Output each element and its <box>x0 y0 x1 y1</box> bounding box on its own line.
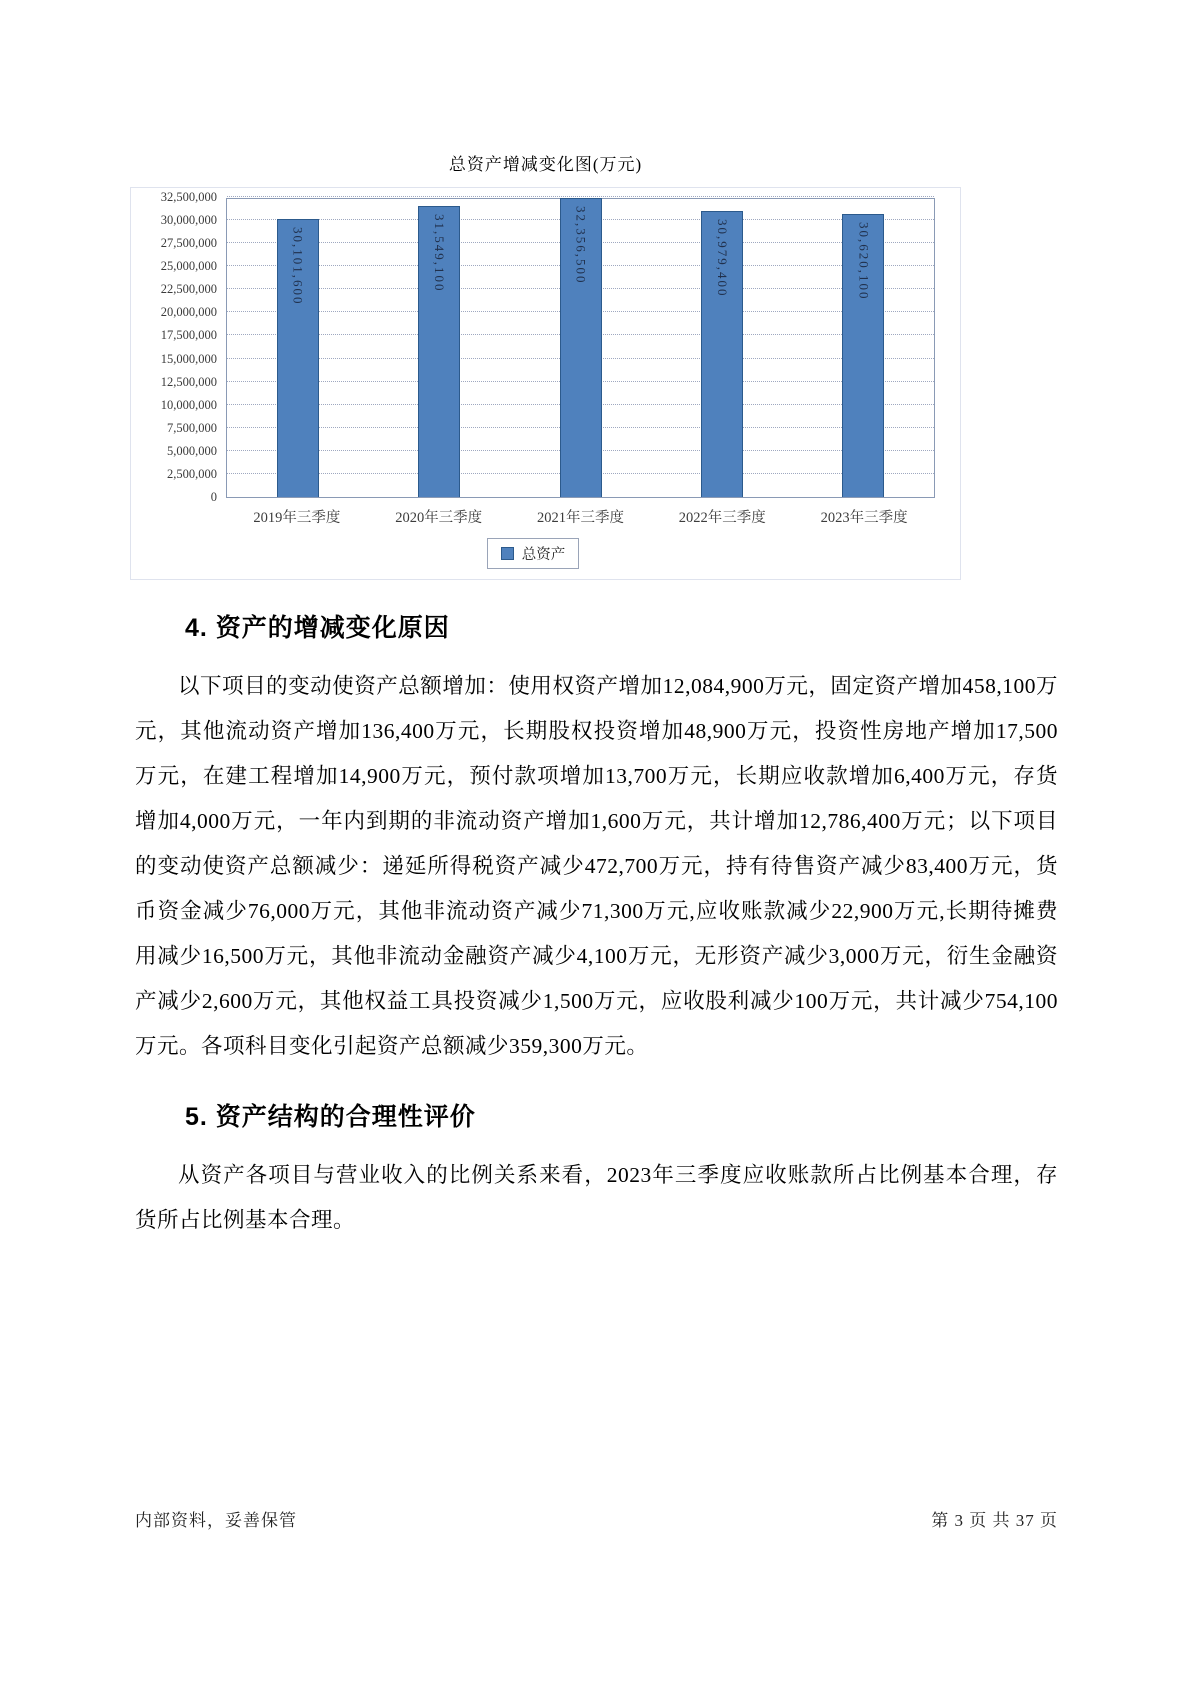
y-tick-label: 2,500,000 <box>167 466 217 481</box>
y-tick-label: 22,500,000 <box>160 282 217 297</box>
y-tick-label: 5,000,000 <box>167 443 217 458</box>
bar-2023年三季度 <box>842 214 884 497</box>
plot-row <box>131 190 935 504</box>
y-tick-label: 20,000,000 <box>160 305 217 320</box>
bar-2019年三季度 <box>277 219 319 497</box>
bar-slot <box>651 199 792 497</box>
footer-page-number: 第 3 页 共 37 页 <box>931 1511 1058 1530</box>
bar-slot <box>510 199 651 497</box>
legend-row <box>131 538 935 569</box>
bar-slot <box>793 199 934 497</box>
y-tick-label: 32,500,000 <box>160 190 217 204</box>
page-footer <box>135 1506 1058 1531</box>
x-tick-label: 2020年三季度 <box>395 510 483 526</box>
section-body-4: 以下项目的变动使资产总额增加：使用权资产增加12,084,900万元，固定资产增加458,100万元，其他流动资产增加136,400万元，长期股权投资增加48,900万元，投资性房地产增加17,500万元，在建工程增加14,900万元，预付款项增加13,700万元，长期应收款增加6,400万元，存货增加4,000万元，一年内到期的非流动资产增加1,600万元，共计增加12,786,400万元；以下项目的变动使资产总额减少：递延所得税资产减少472,700万元，持有待售资产减少83,400万元，货币资金减少76,000万元，其他非流动资产减少71,300万元,应收账款减少22,900万元,长期待摊费用减少16,500万元，其他非流动金融资产减少4,100万元，无形资产减少3,000万元，衍生金融资产减少2,600万元，其他权益工具投资减少1,500万元，应收股利减少100万元，共计减少754,100万元。各项科目变化引起资产总额减少359,300万元。 <box>135 674 1058 1058</box>
bar-2022年三季度 <box>701 211 743 497</box>
bar-2020年三季度 <box>418 206 460 497</box>
bar-value-label: 30,979,400 <box>714 219 730 298</box>
bar-value-label: 30,620,100 <box>856 222 872 301</box>
x-tick-label: 2019年三季度 <box>253 510 341 526</box>
bar-slot <box>368 199 509 497</box>
legend-swatch-icon <box>501 547 514 560</box>
bar-value-label: 31,549,100 <box>432 213 448 293</box>
gridline <box>227 196 934 197</box>
y-tick-label: 7,500,000 <box>167 420 217 435</box>
report-content <box>135 598 1058 1243</box>
bars-row <box>227 199 934 497</box>
chart-frame <box>130 187 961 580</box>
y-tick-label: 15,000,000 <box>160 351 217 366</box>
y-tick-label: 30,000,000 <box>160 213 217 228</box>
bar-value-label: 32,356,500 <box>573 206 589 285</box>
chart-legend <box>487 538 580 569</box>
y-tick-label: 10,000,000 <box>160 397 217 412</box>
section-heading-4: 4. 资产的增减变化原因 <box>185 614 450 642</box>
y-axis <box>131 190 226 504</box>
x-axis-labels <box>226 506 935 527</box>
bar-slot <box>227 199 368 497</box>
total-assets-chart <box>130 150 961 580</box>
legend-label: 总资产 <box>521 547 566 563</box>
x-tick-label: 2023年三季度 <box>820 510 908 526</box>
footer-confidential-note: 内部资料，妥善保管 <box>135 1511 297 1530</box>
y-tick-label: 12,500,000 <box>160 374 217 389</box>
y-tick-label: 17,500,000 <box>160 328 217 343</box>
bar-value-label: 30,101,600 <box>290 227 306 306</box>
chart-title: 总资产增减变化图(万元) <box>448 155 643 174</box>
y-tick-label: 0 <box>210 490 217 504</box>
y-tick-label: 27,500,000 <box>160 236 217 251</box>
y-tick-label: 25,000,000 <box>160 259 217 274</box>
x-tick-label: 2021年三季度 <box>536 510 624 526</box>
x-tick-label: 2022年三季度 <box>678 510 766 526</box>
bar-2021年三季度 <box>560 198 602 497</box>
plot-area <box>226 198 935 498</box>
section-heading-5: 5. 资产结构的合理性评价 <box>185 1103 476 1131</box>
section-body-5: 从资产各项目与营业收入的比例关系来看，2023年三季度应收账款所占比例基本合理，存货所占比例基本合理。 <box>135 1163 1058 1232</box>
